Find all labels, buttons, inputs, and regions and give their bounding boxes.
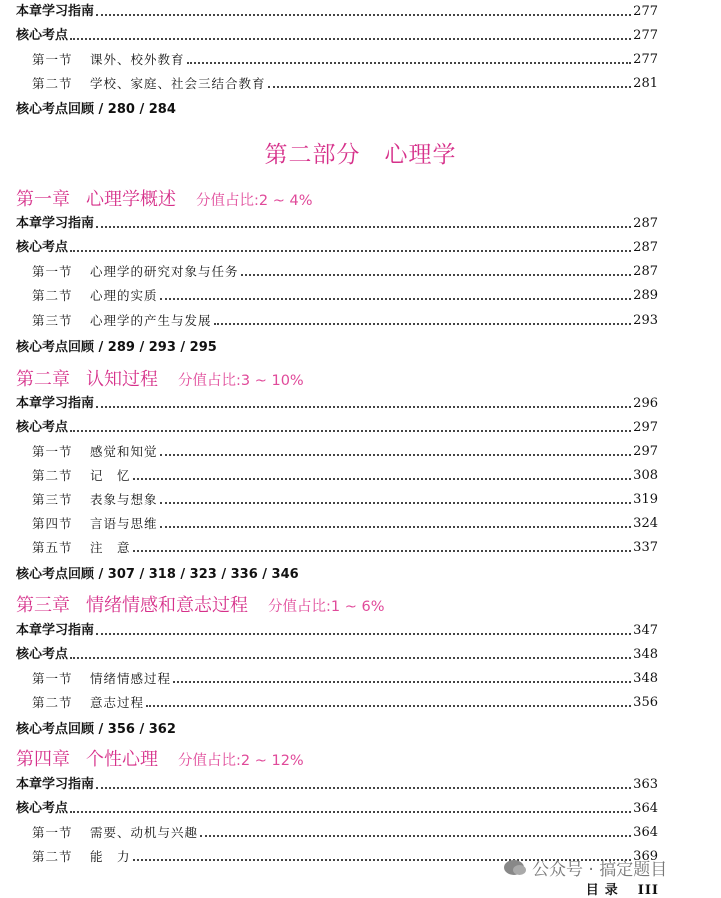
dot-leader (241, 274, 632, 276)
dot-leader (96, 787, 631, 789)
watermark-text: 公众号 · 搞定题目 (532, 860, 668, 880)
chapter-heading[interactable] (16, 365, 304, 391)
dot-leader (70, 38, 631, 40)
toc-heading-entry[interactable] (16, 213, 658, 233)
section-name: 学校、家庭、社会三结合教育 (90, 76, 266, 91)
dot-leader (268, 86, 632, 88)
chapter-title: 情绪情感和意志过程 (86, 595, 248, 616)
section-title (32, 670, 171, 688)
section-title (32, 515, 158, 533)
dot-leader (96, 14, 631, 16)
dot-leader (146, 705, 631, 707)
toc-section-entry[interactable] (32, 692, 658, 712)
chapter-heading[interactable] (16, 591, 384, 617)
section-title (32, 287, 158, 305)
toc-heading-entry[interactable] (16, 620, 658, 640)
entry-label: 核心考点 (16, 647, 69, 662)
page-footer (586, 879, 659, 898)
watermark (504, 855, 667, 880)
toc-section-entry[interactable] (32, 489, 658, 509)
section-number: 第一节 (32, 264, 73, 279)
dot-leader (70, 430, 631, 432)
toc-section-entry[interactable] (32, 285, 658, 305)
toc-section-entry[interactable] (32, 310, 658, 330)
footer-page-number: III (637, 883, 659, 898)
page-number: 319 (633, 492, 658, 507)
dot-leader (160, 502, 632, 504)
toc-section-entry[interactable] (32, 668, 658, 688)
entry-label: 本章学习指南 (16, 216, 95, 231)
section-name: 心理的实质 (90, 288, 158, 303)
review-line[interactable]: 核心考点回顾 / 280 / 284 (16, 102, 176, 117)
entry-label: 本章学习指南 (16, 4, 95, 19)
section-number: 第一节 (32, 671, 73, 686)
page-number: 287 (633, 264, 658, 279)
section-name: 注 意 (90, 540, 131, 555)
section-number: 第二节 (32, 468, 73, 483)
section-name: 意志过程 (90, 695, 145, 710)
toc-section-entry[interactable] (32, 513, 658, 533)
section-title (32, 694, 144, 712)
section-name: 心理学的研究对象与任务 (90, 264, 239, 279)
toc-heading-entry[interactable] (16, 25, 658, 45)
part-title: 第二部分 心理学 (264, 142, 457, 168)
section-title (32, 443, 158, 461)
entry-label: 核心考点 (16, 240, 69, 255)
review-line[interactable]: 核心考点回顾 / 356 / 362 (16, 722, 176, 737)
dot-leader (173, 681, 631, 683)
page-number: 287 (633, 216, 658, 231)
dot-leader (160, 526, 632, 528)
section-name: 需要、动机与兴趣 (90, 825, 199, 840)
dot-leader (96, 226, 631, 228)
entry-label: 核心考点 (16, 28, 69, 43)
dot-leader (133, 550, 632, 552)
page-number: 277 (633, 52, 658, 67)
dot-leader (96, 406, 631, 408)
section-number: 第二节 (32, 695, 73, 710)
section-title (32, 312, 212, 330)
dot-leader (133, 478, 632, 480)
page-number: 297 (633, 420, 658, 435)
toc-heading-entry[interactable] (16, 237, 658, 257)
page-number: 296 (633, 396, 658, 411)
dot-leader (70, 250, 631, 252)
page-number: 356 (633, 695, 658, 710)
page-number: 324 (633, 516, 658, 531)
page-number: 289 (633, 288, 658, 303)
section-number: 第一节 (32, 444, 73, 459)
chapter-title: 个性心理 (86, 749, 158, 770)
toc-section-entry[interactable] (32, 49, 658, 69)
wechat-icon (504, 860, 524, 875)
page-number: 348 (633, 671, 658, 686)
page-number: 277 (633, 28, 658, 43)
section-title (32, 75, 266, 93)
dot-leader (96, 633, 631, 635)
score-ratio: 分值占比:2 ~ 4% (196, 193, 313, 209)
chapter-title: 认知过程 (86, 369, 158, 390)
section-number: 第二节 (32, 849, 73, 864)
toc-section-entry[interactable] (32, 822, 658, 842)
entry-label: 核心考点 (16, 801, 69, 816)
toc-section-entry[interactable] (32, 261, 658, 281)
entry-label: 本章学习指南 (16, 777, 95, 792)
toc-section-entry[interactable] (32, 537, 658, 557)
toc-heading-entry[interactable] (16, 1, 658, 21)
toc-section-entry[interactable] (32, 73, 658, 93)
page-number: 308 (633, 468, 658, 483)
section-title (32, 467, 131, 485)
page-number: 364 (633, 825, 658, 840)
entry-label: 本章学习指南 (16, 623, 95, 638)
dot-leader (187, 62, 632, 64)
toc-heading-entry[interactable] (16, 393, 658, 413)
page-number: 337 (633, 540, 658, 555)
review-line[interactable]: 核心考点回顾 / 307 / 318 / 323 / 336 / 346 (16, 567, 299, 582)
chapter-number: 第三章 (16, 595, 70, 616)
section-name: 表象与想象 (90, 492, 158, 507)
section-title (32, 848, 131, 866)
page-number: 369 (633, 849, 658, 864)
review-line[interactable]: 核心考点回顾 / 289 / 293 / 295 (16, 340, 217, 355)
toc-heading-entry[interactable] (16, 774, 658, 794)
section-number: 第三节 (32, 492, 73, 507)
section-title (32, 824, 198, 842)
section-number: 第一节 (32, 52, 73, 67)
section-number: 第三节 (32, 313, 73, 328)
entry-label: 核心考点 (16, 420, 69, 435)
section-number: 第一节 (32, 825, 73, 840)
section-number: 第四节 (32, 516, 73, 531)
section-name: 能 力 (90, 849, 131, 864)
section-number: 第二节 (32, 76, 73, 91)
chapter-number: 第二章 (16, 369, 70, 390)
dot-leader (160, 298, 632, 300)
chapter-number: 第一章 (16, 189, 70, 210)
dot-leader (160, 454, 632, 456)
section-number: 第五节 (32, 540, 73, 555)
section-name: 言语与思维 (90, 516, 158, 531)
section-name: 感觉和知觉 (90, 444, 158, 459)
entry-label: 本章学习指南 (16, 396, 95, 411)
footer-label: 目录 (585, 883, 624, 898)
toc-heading-entry[interactable] (16, 644, 658, 664)
section-number: 第二节 (32, 288, 73, 303)
section-title (32, 539, 131, 557)
section-title (32, 263, 239, 281)
section-name: 记 忆 (90, 468, 131, 483)
toc-heading-entry[interactable] (16, 417, 658, 437)
chapter-number: 第四章 (16, 749, 70, 770)
toc-section-entry[interactable] (32, 441, 658, 461)
dot-leader (214, 323, 632, 325)
section-title (32, 491, 158, 509)
score-ratio: 分值占比:3 ~ 10% (178, 373, 304, 389)
page-number: 293 (633, 313, 658, 328)
page-number: 348 (633, 647, 658, 662)
page-number: 297 (633, 444, 658, 459)
page-number: 347 (633, 623, 658, 638)
score-ratio: 分值占比:1 ~ 6% (268, 599, 385, 615)
toc-section-entry[interactable] (32, 465, 658, 485)
section-title (32, 51, 185, 69)
chapter-heading[interactable] (16, 745, 304, 771)
section-name: 心理学的产生与发展 (90, 313, 212, 328)
chapter-heading[interactable] (16, 185, 312, 211)
chapter-title: 心理学概述 (86, 189, 176, 210)
score-ratio: 分值占比:2 ~ 12% (178, 753, 304, 769)
page-number: 287 (633, 240, 658, 255)
toc-heading-entry[interactable] (16, 798, 658, 818)
page-number: 281 (633, 76, 658, 91)
dot-leader (70, 811, 631, 813)
page-number: 364 (633, 801, 658, 816)
dot-leader (70, 657, 631, 659)
page-number: 363 (633, 777, 658, 792)
section-name: 情绪情感过程 (90, 671, 172, 686)
dot-leader (200, 835, 631, 837)
section-name: 课外、校外教育 (90, 52, 185, 67)
page-number: 277 (633, 4, 658, 19)
